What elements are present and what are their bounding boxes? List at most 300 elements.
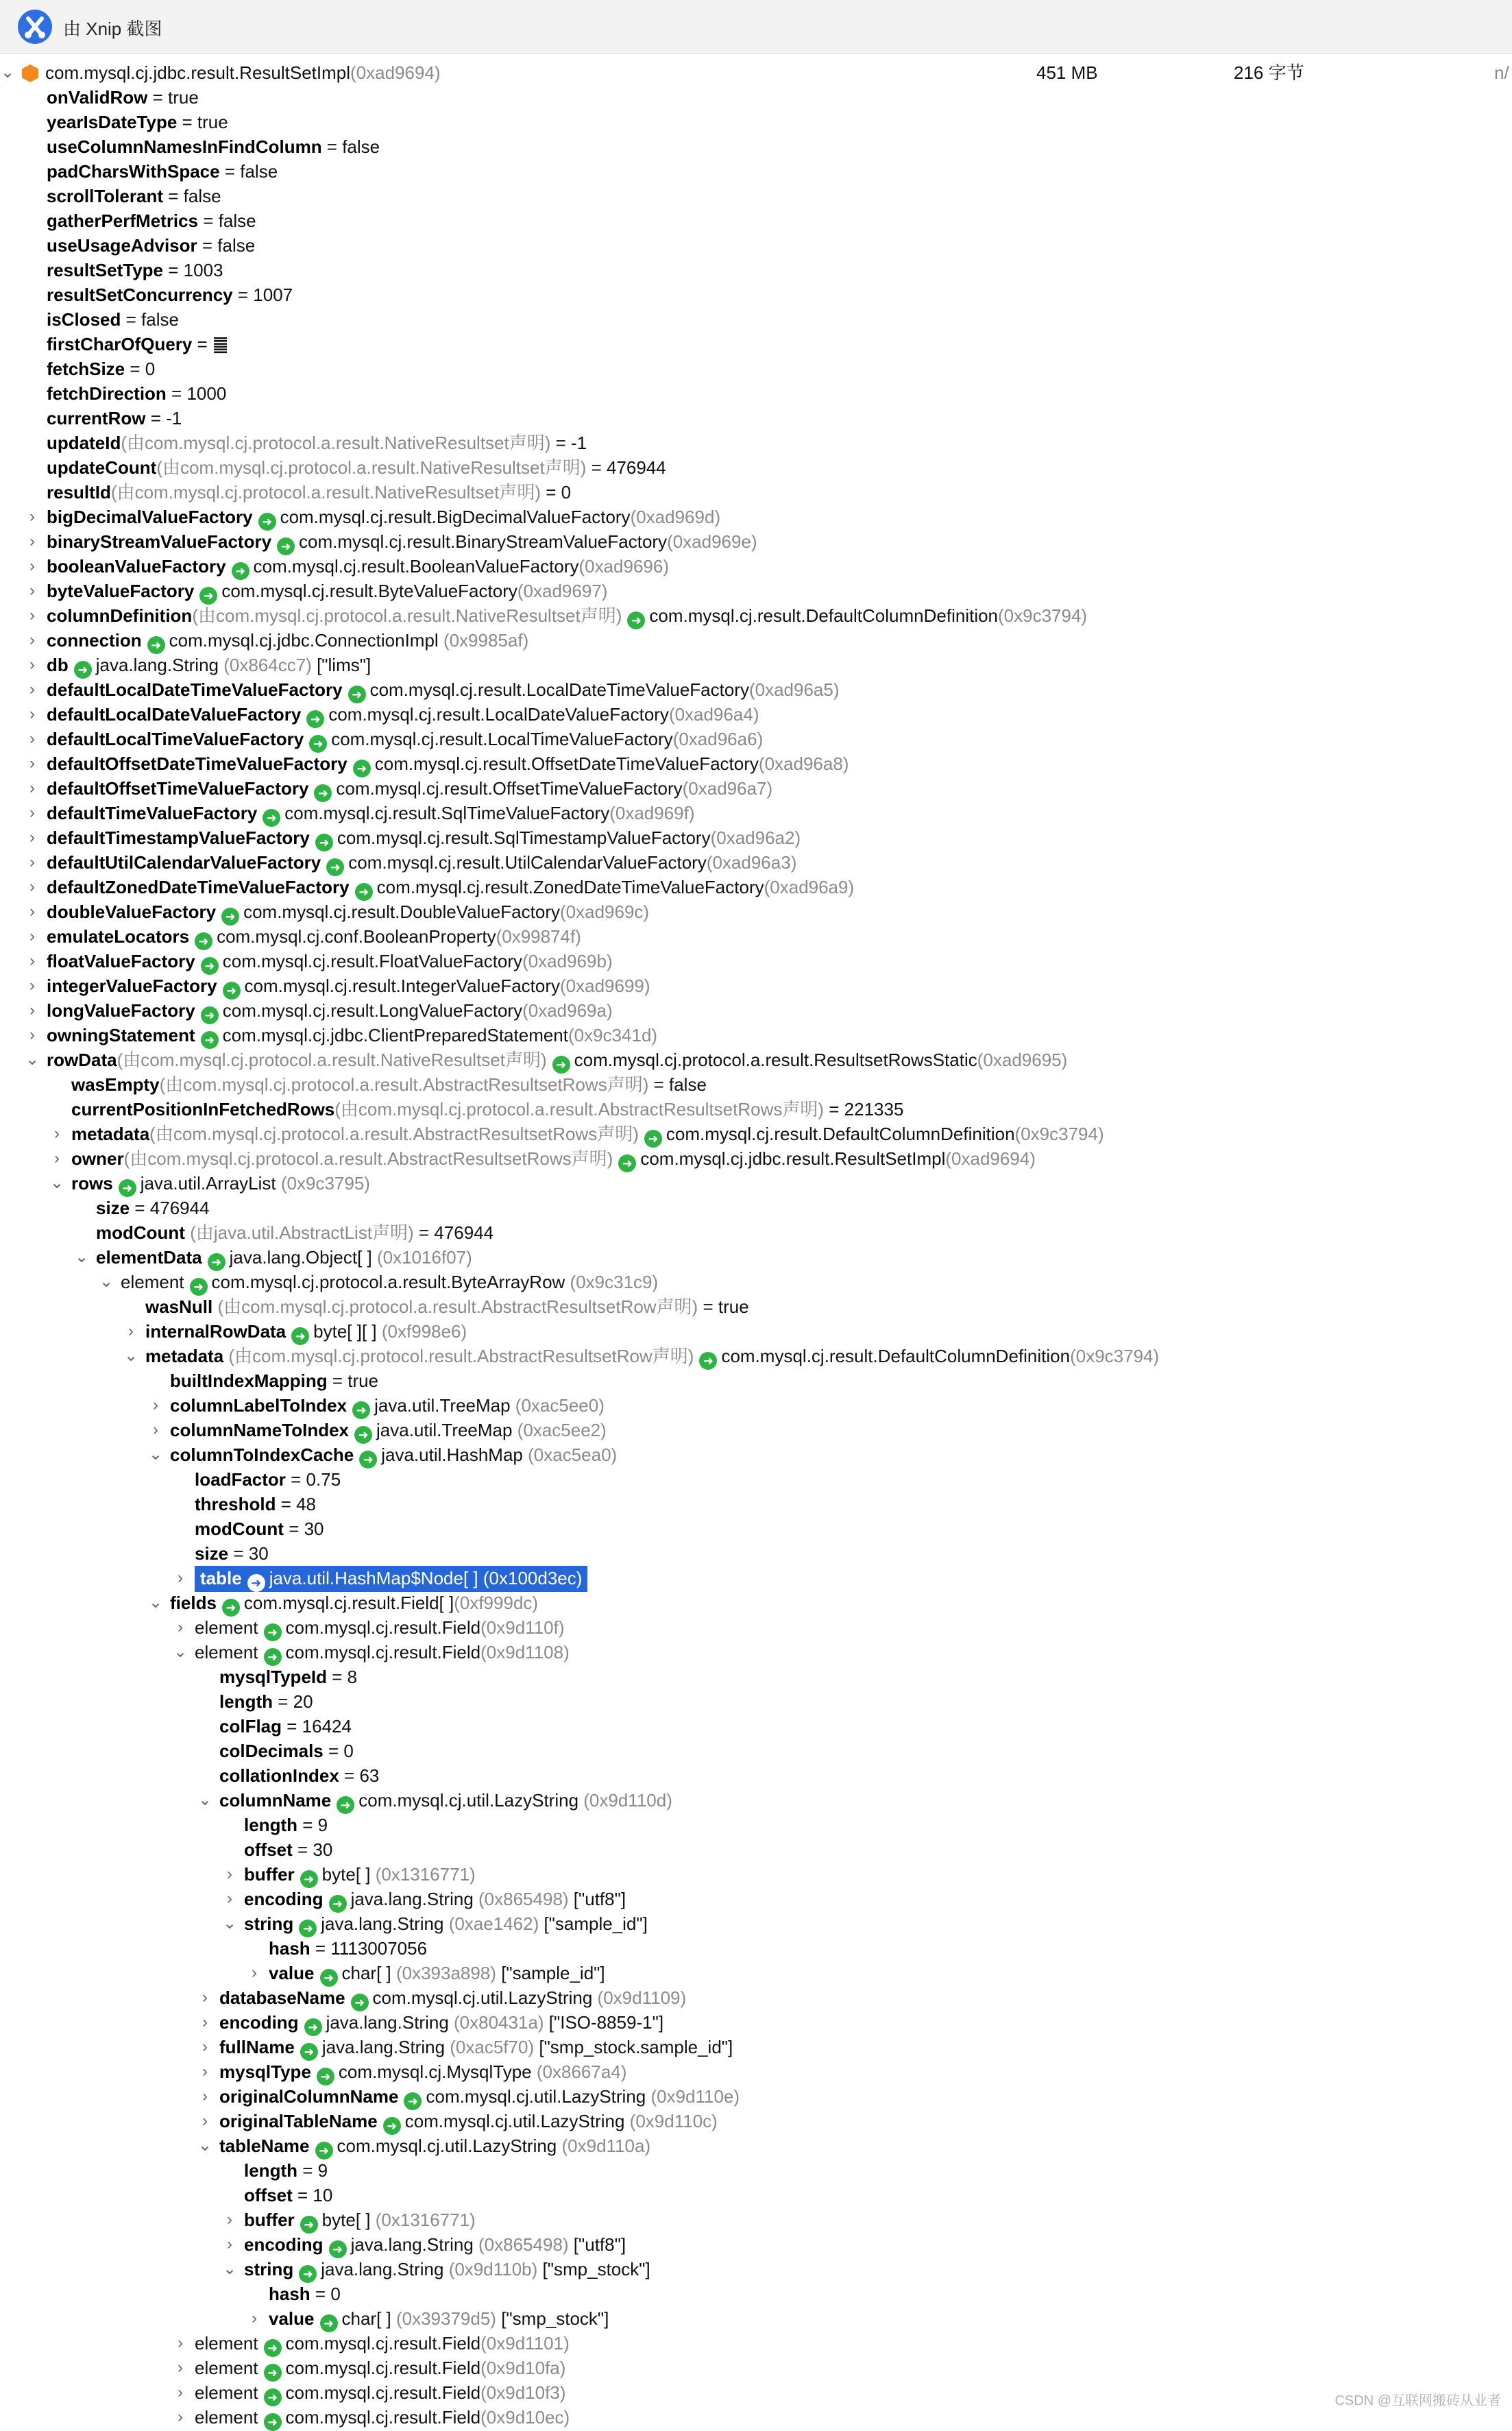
node-label: [219, 2035, 733, 2061]
field-name: mysqlTypeId: [219, 1667, 328, 1687]
field-value: = false: [219, 161, 278, 182]
type-name: java.lang.String: [321, 1913, 444, 1934]
follow-reference-icon[interactable]: ➜: [195, 932, 212, 950]
address: (0xad9699): [560, 976, 650, 996]
chevron-down-icon[interactable]: ⌄: [123, 1346, 138, 1365]
field-value: = 16424: [282, 1716, 352, 1737]
follow-reference-icon[interactable]: ➜: [258, 513, 276, 531]
follow-reference-icon[interactable]: ➜: [644, 1130, 662, 1148]
follow-reference-icon[interactable]: ➜: [359, 1451, 377, 1468]
field-value: = true: [327, 1370, 379, 1391]
follow-reference-icon[interactable]: ➜: [147, 636, 165, 654]
node-label: [244, 1813, 328, 1837]
type-name: com.mysql.cj.result.FloatValueFactory: [222, 951, 523, 971]
node-label: [47, 332, 228, 356]
field-name: defaultTimeValueFactory: [47, 803, 258, 823]
chevron-right-icon[interactable]: ›: [29, 631, 35, 649]
field-value: = ䷀: [192, 334, 229, 354]
follow-reference-icon[interactable]: ➜: [315, 834, 333, 851]
address: (0xad969d): [630, 507, 721, 527]
chevron-right-icon[interactable]: ›: [29, 581, 35, 600]
address: (0xf998e6): [376, 1321, 467, 1342]
chevron-right-icon[interactable]: ›: [29, 952, 35, 970]
chevron-down-icon[interactable]: ⌄: [222, 2260, 237, 2278]
chevron-down-icon[interactable]: ⌄: [148, 1593, 163, 1612]
follow-reference-icon[interactable]: ➜: [232, 562, 249, 580]
chevron-right-icon[interactable]: ›: [29, 606, 35, 625]
field-name: resultSetConcurrency: [47, 285, 233, 305]
follow-reference-icon[interactable]: ➜: [300, 2043, 318, 2061]
node-label: [269, 1936, 427, 1961]
field-value: = true: [147, 87, 199, 108]
type-name: com.mysql.cj.result.Field: [285, 2382, 481, 2403]
node-label: [269, 2306, 609, 2332]
chevron-down-icon[interactable]: ⌄: [0, 63, 15, 82]
address: (0x9d110b): [443, 2259, 538, 2279]
field-name: element: [195, 2358, 258, 2378]
field-value: = 221335: [824, 1099, 904, 1120]
follow-reference-icon[interactable]: ➜: [221, 908, 239, 926]
address: (0x9c3794): [1014, 1124, 1104, 1144]
follow-reference-icon[interactable]: ➜: [119, 1179, 136, 1197]
follow-reference-icon[interactable]: ➜: [351, 1994, 369, 2011]
field-value: = 48: [276, 1494, 317, 1514]
type-name: com.mysql.cj.MysqlType: [338, 2061, 532, 2082]
field-name: size: [195, 1543, 229, 1564]
chevron-right-icon[interactable]: ›: [29, 754, 35, 773]
declared-by: (由com.mysql.cj.protocol.a.result.NativeResultset声明): [110, 482, 541, 503]
chevron-right-icon[interactable]: ›: [227, 1889, 232, 1908]
node-label: [195, 1516, 324, 1541]
node-label: [47, 480, 571, 505]
field-name: doubleValueFactory: [47, 902, 217, 922]
type-name: java.lang.String: [321, 2259, 444, 2279]
field-name: fullName: [219, 2037, 295, 2057]
address: (0xad9697): [517, 581, 608, 601]
type-name: com.mysql.cj.util.LazyString: [372, 1987, 593, 2008]
field-name: gatherPerfMetrics: [47, 210, 199, 231]
chevron-right-icon[interactable]: ›: [178, 1569, 183, 1587]
field-name: com.mysql.cj.jdbc.result.ResultSetImpl: [45, 62, 351, 83]
declared-by: (由com.mysql.cj.protocol.a.result.AbstractResultsetRows声明): [334, 1099, 825, 1120]
field-name: columnNameToIndex: [170, 1420, 350, 1440]
field-name: onValidRow: [47, 87, 148, 108]
chevron-right-icon[interactable]: ›: [29, 976, 35, 995]
address: (0x9d10f3): [480, 2382, 566, 2403]
chevron-right-icon[interactable]: ›: [227, 2210, 232, 2229]
address: (0x9c31c9): [565, 1272, 659, 1292]
chevron-right-icon[interactable]: ›: [29, 803, 35, 822]
follow-reference-icon[interactable]: ➜: [320, 2314, 338, 2332]
node-label: [170, 1368, 378, 1393]
follow-reference-icon[interactable]: ➜: [300, 1870, 318, 1888]
node-label: [47, 159, 278, 184]
declared-by: (由com.mysql.cj.protocol.a.result.NativeResultset声明): [156, 457, 587, 478]
node-label: [121, 1270, 658, 1296]
field-value: = -1: [145, 408, 182, 428]
node-label: [47, 653, 371, 679]
type-name: java.util.ArrayList: [140, 1173, 276, 1194]
address: (0x8667a4): [531, 2061, 627, 2082]
chevron-down-icon[interactable]: ⌄: [197, 2136, 212, 2155]
chevron-right-icon[interactable]: ›: [202, 2087, 208, 2105]
chevron-right-icon[interactable]: ›: [202, 2112, 208, 2130]
chevron-right-icon[interactable]: ›: [153, 1396, 158, 1414]
field-name: internalRowData: [145, 1321, 286, 1342]
follow-reference-icon[interactable]: ➜: [201, 957, 219, 975]
declared-by: (由com.mysql.cj.protocol.a.result.AbstractResultsetRow声明): [212, 1296, 698, 1317]
field-name: value: [269, 2308, 315, 2329]
chevron-right-icon[interactable]: ›: [128, 1322, 134, 1340]
chevron-right-icon[interactable]: ›: [29, 705, 35, 723]
field-value: = 1113007056: [310, 1938, 428, 1959]
field-name: defaultZonedDateTimeValueFactory: [47, 877, 350, 897]
follow-reference-icon[interactable]: ➜: [309, 735, 327, 753]
follow-reference-icon[interactable]: ➜: [264, 2388, 282, 2406]
follow-reference-icon[interactable]: ➜: [222, 1599, 240, 1617]
address: (0xad9696): [578, 556, 670, 577]
address: (0xad9694): [945, 1148, 1036, 1169]
extra-column: n/: [1494, 62, 1509, 83]
follow-reference-icon[interactable]: ➜: [264, 1648, 282, 1666]
chevron-right-icon[interactable]: ›: [29, 828, 35, 847]
node-label: [47, 406, 182, 431]
follow-reference-icon[interactable]: ➜: [264, 1623, 282, 1641]
field-value: = true: [177, 112, 228, 132]
node-label: [47, 85, 199, 110]
field-name: columnDefinition: [47, 605, 193, 626]
node-label: [269, 1961, 605, 1987]
chevron-right-icon[interactable]: ›: [29, 655, 35, 674]
window-title: 由 Xnip 截图: [63, 19, 162, 39]
follow-reference-icon[interactable]: ➜: [277, 537, 295, 555]
follow-reference-icon[interactable]: ➜: [326, 858, 344, 876]
chevron-right-icon[interactable]: ›: [29, 779, 35, 797]
node-label: [47, 431, 587, 455]
type-name: com.mysql.cj.result.LocalDateTimeValueFactory: [369, 679, 749, 700]
chevron-right-icon[interactable]: ›: [178, 2334, 183, 2352]
chevron-down-icon[interactable]: ⌄: [173, 1643, 188, 1661]
chevron-down-icon[interactable]: ⌄: [99, 1272, 114, 1291]
field-name: currentPositionInFetchedRows: [71, 1099, 335, 1120]
follow-reference-icon[interactable]: ➜: [355, 883, 373, 901]
follow-reference-icon[interactable]: ➜: [74, 661, 92, 679]
field-value: = 1003: [163, 260, 223, 280]
type-name: java.lang.String: [350, 2234, 474, 2255]
type-name: com.mysql.cj.result.DefaultColumnDefinition: [666, 1124, 1015, 1144]
chevron-right-icon[interactable]: ›: [202, 1988, 208, 2007]
follow-reference-icon[interactable]: ➜: [299, 1920, 317, 1937]
field-name: length: [244, 2160, 297, 2181]
field-name: hash: [269, 2284, 310, 2304]
field-value: = 30: [228, 1543, 269, 1564]
follow-reference-icon[interactable]: ➜: [264, 2413, 282, 2431]
chevron-right-icon[interactable]: ›: [202, 2062, 208, 2081]
follow-reference-icon[interactable]: ➜: [699, 1352, 717, 1370]
field-name: encoding: [219, 2012, 299, 2033]
follow-reference-icon[interactable]: ➜: [199, 587, 217, 605]
node-label: [47, 899, 649, 926]
chevron-right-icon[interactable]: ›: [153, 1420, 158, 1439]
field-name: buffer: [244, 2210, 295, 2230]
chevron-right-icon[interactable]: ›: [29, 853, 35, 871]
type-name: java.lang.String: [326, 2012, 449, 2033]
node-label: [219, 1714, 352, 1739]
address: (0xad96a5): [748, 679, 840, 700]
type-name: java.lang.Object[ ]: [229, 1247, 372, 1268]
field-name: offset: [244, 1839, 293, 1860]
follow-reference-icon[interactable]: ➜: [314, 784, 332, 802]
node-label: [219, 2010, 663, 2036]
watermark: CSDN @互联网搬砖从业者: [1334, 2393, 1501, 2408]
follow-reference-icon[interactable]: ➜: [264, 2339, 282, 2357]
node-label: [47, 924, 581, 950]
chevron-down-icon[interactable]: ⌄: [222, 1914, 237, 1933]
field-name: yearIsDateType: [47, 112, 178, 132]
field-name: defaultOffsetDateTimeValueFactory: [47, 753, 347, 774]
chevron-right-icon[interactable]: ›: [29, 1001, 35, 1019]
field-value: = false: [648, 1074, 707, 1095]
follow-reference-icon[interactable]: ➜: [300, 2216, 318, 2234]
address: (0xad969e): [667, 531, 757, 552]
field-name: metadata: [145, 1346, 224, 1366]
chevron-right-icon[interactable]: ›: [202, 2013, 208, 2031]
chevron-right-icon[interactable]: ›: [29, 927, 35, 945]
field-name: buffer: [244, 1864, 295, 1885]
field-name: databaseName: [219, 1987, 345, 2008]
follow-reference-icon[interactable]: ➜: [404, 2092, 422, 2110]
follow-reference-icon[interactable]: ➜: [383, 2117, 401, 2135]
chevron-right-icon[interactable]: ›: [178, 2358, 183, 2377]
field-name: modCount: [96, 1222, 185, 1243]
field-name: value: [269, 1963, 315, 1983]
follow-reference-icon[interactable]: ➜: [618, 1154, 636, 1172]
address: (0x9d110d): [578, 1790, 672, 1811]
address: (0xad96a3): [706, 852, 797, 873]
chevron-right-icon[interactable]: ›: [29, 878, 35, 896]
field-name: length: [219, 1691, 273, 1712]
address: (0x9d1108): [480, 1642, 570, 1662]
chevron-right-icon[interactable]: ›: [29, 532, 35, 551]
follow-reference-icon[interactable]: ➜: [264, 2364, 282, 2382]
chevron-right-icon[interactable]: ›: [227, 1865, 232, 1883]
node-label: [47, 554, 669, 580]
node-label: [96, 1220, 493, 1245]
node-label: [195, 1492, 316, 1516]
follow-reference-icon[interactable]: ➜: [348, 686, 366, 703]
follow-reference-icon[interactable]: ➜: [201, 1006, 219, 1024]
node-label: [145, 1319, 467, 1345]
node-label: [47, 850, 796, 876]
node-label: [145, 1344, 1159, 1370]
node-label: [269, 2282, 341, 2306]
field-value: ["smp_stock"]: [496, 2308, 609, 2329]
field-value: ["ISO-8859-1"]: [544, 2012, 664, 2033]
follow-reference-icon[interactable]: ➜: [552, 1056, 570, 1074]
field-name: encoding: [244, 2234, 324, 2255]
address: (0xf999dc): [454, 1593, 539, 1613]
node-label: [96, 1245, 472, 1271]
follow-reference-icon[interactable]: ➜: [329, 2240, 347, 2258]
chevron-down-icon[interactable]: ⌄: [25, 1050, 40, 1069]
follow-reference-icon[interactable]: ➜: [291, 1327, 309, 1345]
address: (0xad96a8): [758, 753, 849, 774]
node-label: [145, 1294, 749, 1319]
field-name: db: [47, 655, 69, 675]
follow-reference-icon[interactable]: ➜: [320, 1969, 338, 1987]
chevron-right-icon[interactable]: ›: [29, 680, 35, 699]
field-value: = false: [197, 235, 256, 256]
field-name: metadata: [71, 1124, 150, 1144]
declared-by: (由com.mysql.cj.protocol.a.result.NativeResultset声明): [192, 605, 622, 626]
type-name: byte[ ]: [321, 2210, 371, 2230]
follow-reference-icon[interactable]: ➜: [315, 2142, 333, 2160]
field-name: element: [195, 2382, 258, 2403]
node-label: [170, 1591, 538, 1617]
follow-reference-icon[interactable]: ➜: [263, 809, 280, 827]
chevron-down-icon[interactable]: ⌄: [49, 1174, 64, 1192]
node-label: [47, 258, 223, 282]
follow-reference-icon[interactable]: ➜: [306, 710, 324, 728]
address: (0x9985af): [438, 630, 529, 651]
node-label: [219, 1788, 672, 1814]
node-label: [47, 356, 155, 381]
address: (0x9d110a): [557, 2136, 651, 2156]
field-value: = false: [163, 186, 221, 206]
type-name: java.lang.String: [95, 655, 219, 675]
field-name: loadFactor: [195, 1469, 286, 1490]
node-label: [195, 1615, 565, 1641]
chevron-right-icon[interactable]: ›: [29, 902, 35, 921]
address: (0x9c3794): [998, 605, 1088, 626]
field-name: firstCharOfQuery: [47, 334, 193, 354]
type-name: com.mysql.cj.result.OffsetDateTimeValueFactory: [374, 753, 759, 774]
node-label: [170, 1418, 607, 1444]
field-name: tableName: [219, 2136, 310, 2156]
chevron-right-icon[interactable]: ›: [29, 507, 35, 526]
field-value: = 30: [283, 1519, 324, 1539]
chevron-right-icon[interactable]: ›: [227, 2235, 232, 2253]
chevron-right-icon[interactable]: ›: [252, 1963, 257, 1982]
chevron-right-icon[interactable]: ›: [178, 1618, 183, 1636]
follow-reference-icon[interactable]: ➜: [299, 2265, 317, 2283]
address: (0xad96a9): [764, 877, 855, 897]
node-label: [47, 998, 613, 1024]
chevron-down-icon[interactable]: ⌄: [74, 1248, 89, 1266]
type-name: com.mysql.cj.result.Field: [285, 1642, 481, 1662]
follow-reference-icon[interactable]: ➜: [201, 1031, 219, 1049]
field-value: ["lims"]: [311, 655, 371, 675]
type-name: java.util.HashMap: [381, 1444, 523, 1465]
follow-reference-icon[interactable]: ➜: [247, 1574, 265, 1592]
chevron-right-icon[interactable]: ›: [178, 2408, 183, 2426]
type-name: com.mysql.cj.util.LazyString: [358, 1790, 579, 1811]
chevron-right-icon[interactable]: ›: [178, 2383, 183, 2402]
address: (0xad9695): [977, 1050, 1068, 1070]
address: (0xac5ea0): [522, 1444, 618, 1465]
type-name: com.mysql.cj.jdbc.ConnectionImpl: [169, 630, 439, 651]
follow-reference-icon[interactable]: ➜: [329, 1895, 347, 1913]
field-value: ["smp_stock.sample_id"]: [534, 2037, 733, 2057]
node-label: [47, 825, 801, 851]
field-name: string: [244, 2259, 294, 2279]
type-name: java.util.TreeMap: [376, 1420, 513, 1440]
node-label: [47, 134, 380, 159]
follow-reference-icon[interactable]: ➜: [352, 1401, 370, 1419]
field-value: = 1007: [232, 285, 293, 305]
field-value: = 20: [273, 1691, 313, 1712]
address: (0x1316771): [370, 1864, 476, 1885]
chevron-right-icon[interactable]: ›: [252, 2309, 257, 2327]
follow-reference-icon[interactable]: ➜: [627, 612, 645, 629]
node-label: [195, 2356, 565, 2382]
field-value: ["sample_id"]: [496, 1963, 605, 1983]
field-name: resultSetType: [47, 260, 164, 280]
field-value: ["utf8"]: [568, 1889, 626, 1909]
chevron-right-icon[interactable]: ›: [54, 1149, 60, 1168]
type-name: com.mysql.cj.result.LocalTimeValueFactory: [331, 729, 673, 749]
address: (0xac5ee0): [510, 1395, 605, 1416]
chevron-down-icon[interactable]: ⌄: [148, 1445, 163, 1464]
address: (0x865498): [473, 2234, 569, 2255]
node-label: [47, 727, 763, 753]
follow-reference-icon[interactable]: ➜: [304, 2018, 322, 2036]
type-name: com.mysql.cj.result.BigDecimalValueFactory: [280, 507, 631, 527]
type-name: byte[ ]: [321, 1864, 371, 1885]
follow-reference-icon[interactable]: ➜: [190, 1278, 208, 1296]
address: (0x9d1101): [480, 2333, 570, 2354]
node-label: [71, 1122, 1104, 1148]
field-value: = 476944: [586, 457, 666, 478]
follow-reference-icon[interactable]: ➜: [223, 982, 241, 1000]
field-name: offset: [244, 2185, 293, 2205]
type-name: com.mysql.cj.result.BooleanValueFactory: [253, 556, 579, 577]
object-inspector-tree[interactable]: [0, 60, 1512, 2429]
follow-reference-icon[interactable]: ➜: [353, 760, 371, 777]
field-value: ["utf8"]: [568, 2234, 626, 2255]
chevron-right-icon[interactable]: ›: [29, 1026, 35, 1044]
type-name: com.mysql.cj.conf.BooleanProperty: [217, 926, 496, 947]
node-label: [244, 1887, 626, 1913]
field-name: wasEmpty: [71, 1074, 160, 1095]
node-label: [244, 1862, 476, 1888]
chevron-down-icon[interactable]: ⌄: [197, 1791, 212, 1809]
chevron-right-icon[interactable]: ›: [202, 2037, 208, 2056]
node-label: [244, 1837, 332, 1862]
node-label: [47, 233, 255, 258]
follow-reference-icon[interactable]: ➜: [317, 2068, 334, 2085]
node-label: [244, 2257, 650, 2283]
field-name: threshold: [195, 1494, 276, 1514]
field-name: element: [195, 1617, 258, 1638]
node-label: [219, 2084, 740, 2110]
chevron-right-icon[interactable]: ›: [29, 557, 35, 575]
follow-reference-icon[interactable]: ➜: [208, 1253, 225, 1271]
field-name: table: [200, 1568, 242, 1588]
field-value: = -1: [550, 433, 587, 453]
chevron-right-icon[interactable]: ›: [54, 1124, 60, 1143]
follow-reference-icon[interactable]: ➜: [354, 1426, 372, 1444]
type-name: com.mysql.cj.util.LazyString: [426, 2086, 646, 2107]
field-name: defaultLocalTimeValueFactory: [47, 729, 304, 749]
type-name: com.mysql.cj.result.DefaultColumnDefinition: [649, 605, 999, 626]
follow-reference-icon[interactable]: ➜: [337, 1796, 354, 1814]
chevron-right-icon[interactable]: ›: [29, 729, 35, 748]
node-label: [47, 110, 228, 134]
field-name: connection: [47, 630, 142, 651]
xnip-app-icon: [18, 10, 52, 44]
node-label: [244, 2158, 328, 2183]
